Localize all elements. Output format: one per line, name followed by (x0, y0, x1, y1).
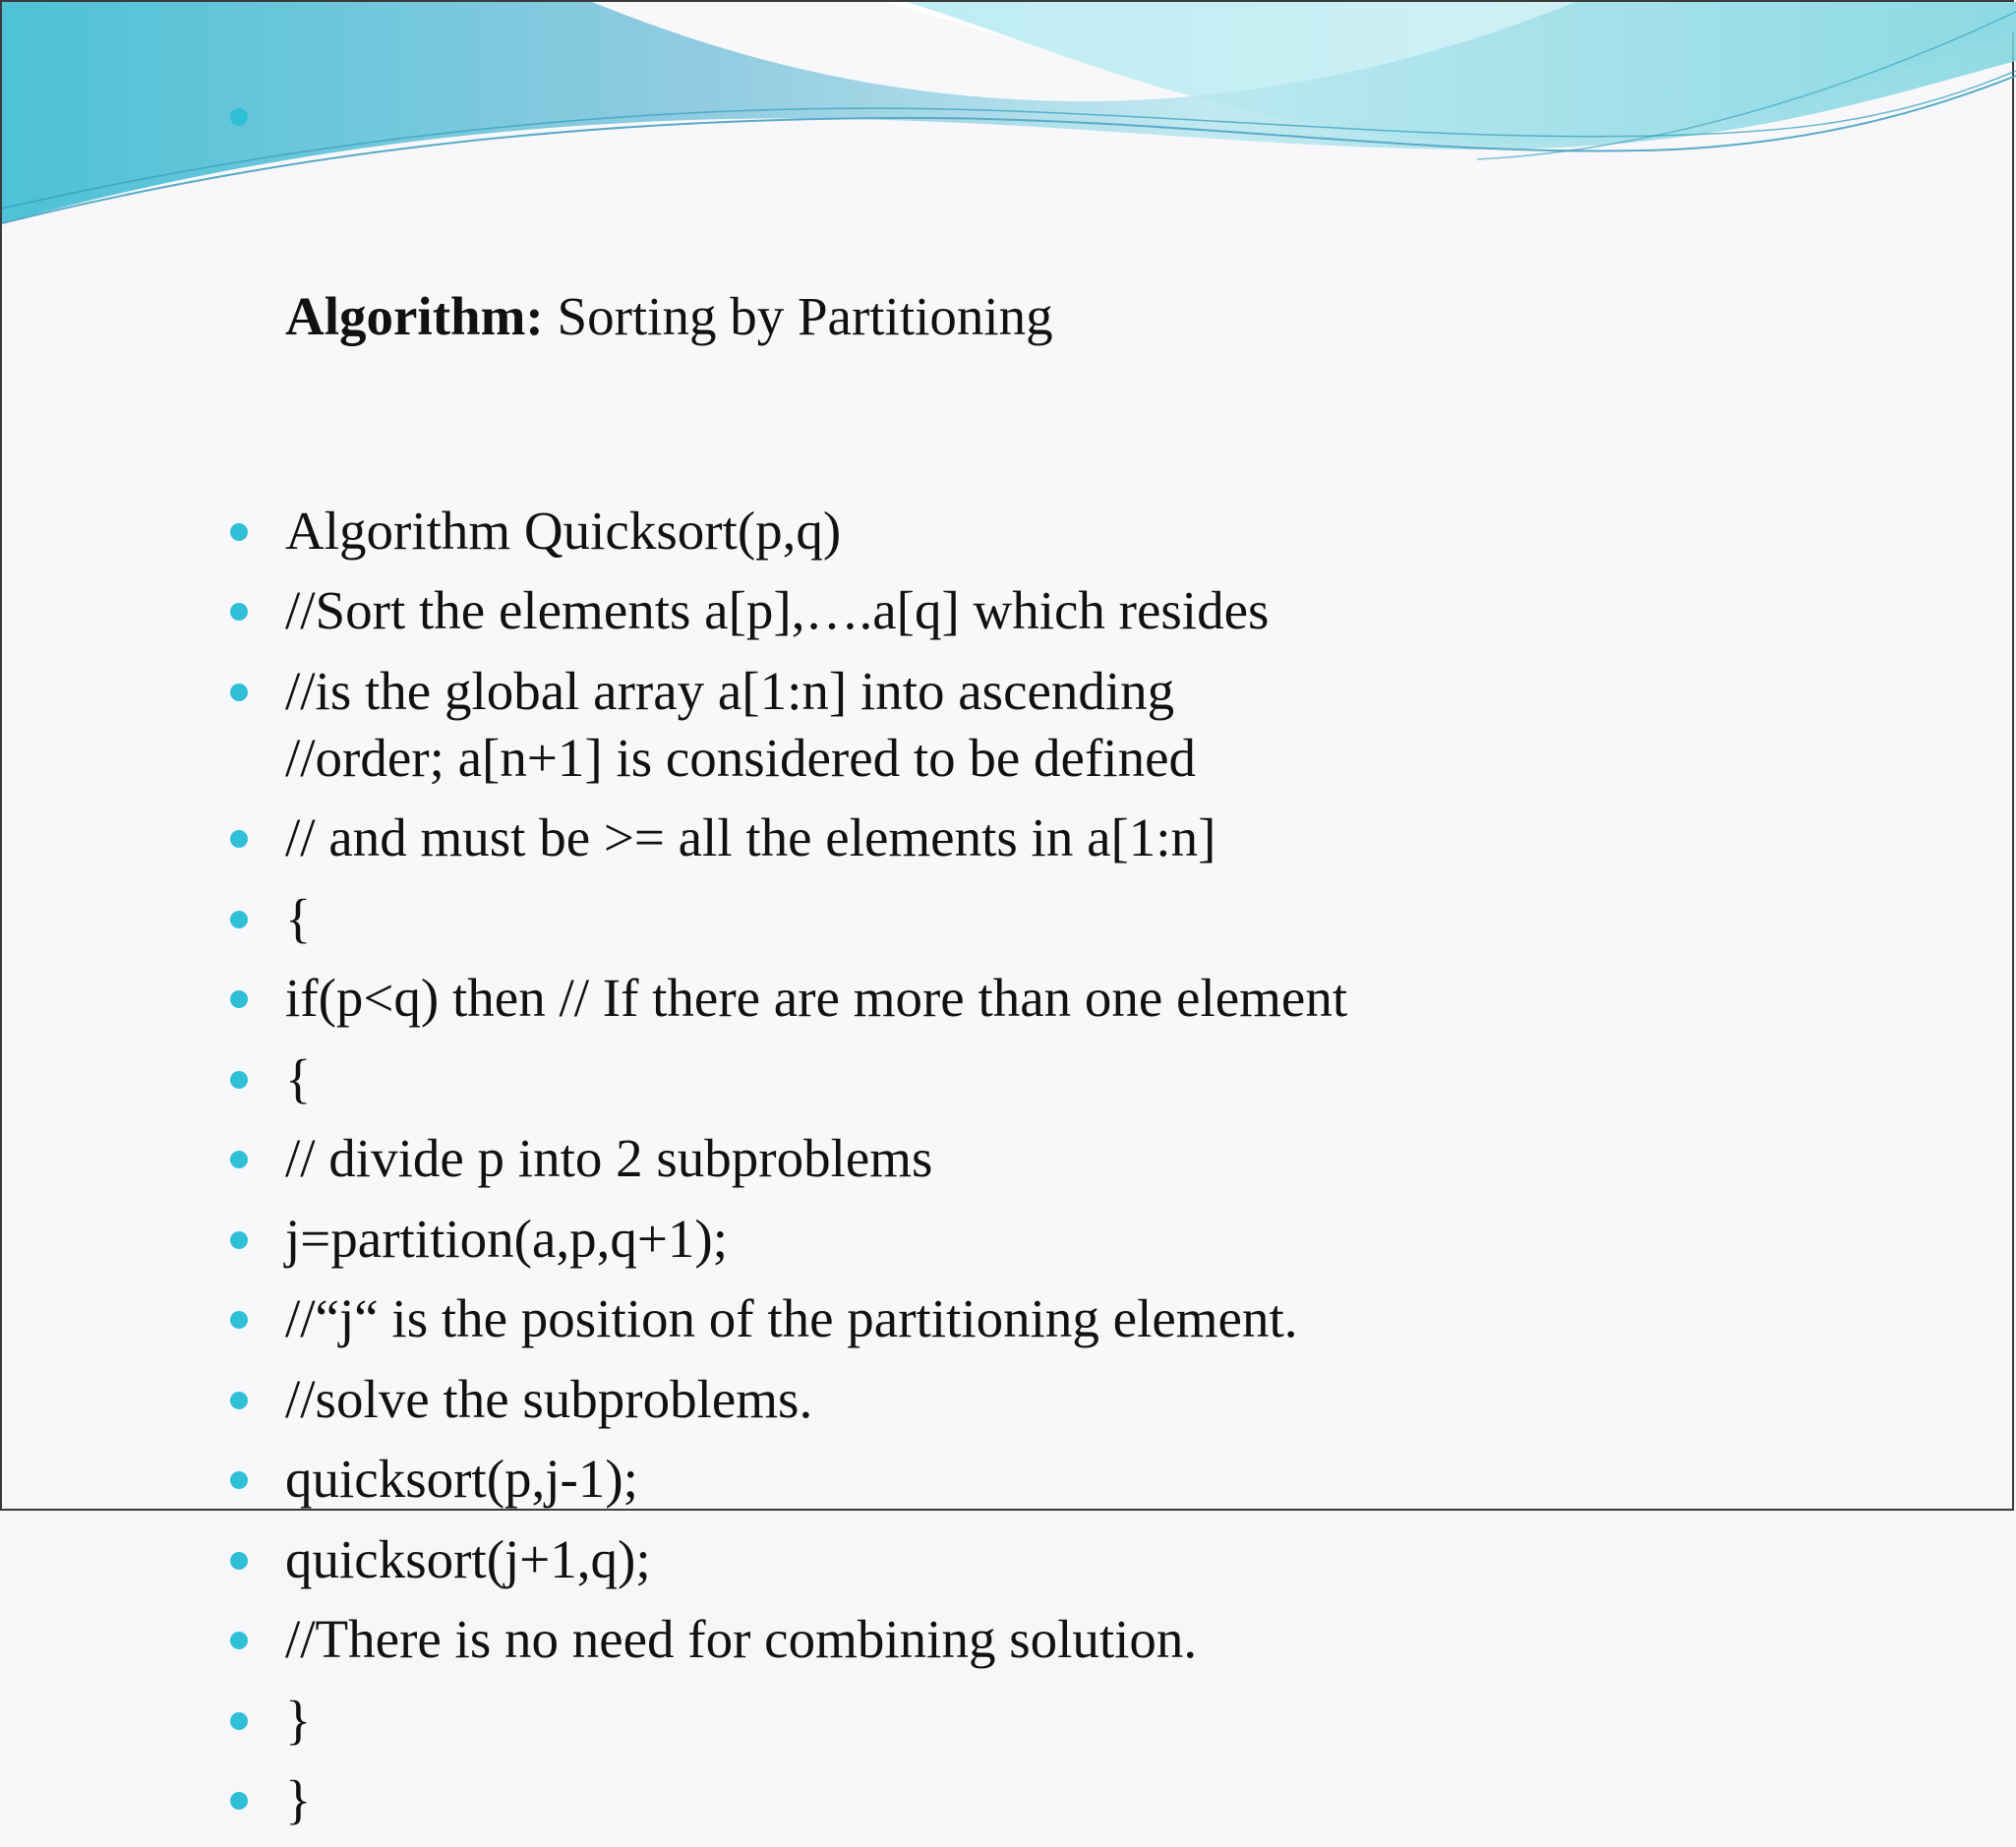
code-line (226, 658, 1898, 792)
bullet-dot-icon (230, 684, 248, 701)
bullet-dot-icon (230, 523, 248, 541)
bullet-dot-icon (230, 1071, 248, 1089)
bullet-dot-icon (230, 1392, 248, 1409)
bullet-list (226, 83, 1898, 1833)
code-text: //solve the subproblems. (285, 1368, 813, 1429)
code-line (226, 965, 1898, 1032)
bullet-dot-icon (230, 830, 248, 848)
title-rest: Sorting by Partitioning (543, 286, 1053, 346)
code-line (226, 1446, 1898, 1513)
bullet-dot-icon (230, 1632, 248, 1649)
bullet-dot-icon (230, 108, 248, 126)
code-text: } (285, 1769, 312, 1829)
code-line (226, 1366, 1898, 1433)
bullet-dot-icon (230, 1792, 248, 1810)
code-line (226, 1687, 1898, 1754)
bullet-dot-icon (230, 1712, 248, 1730)
code-text: //“j“ is the position of the partitioning element. (285, 1288, 1298, 1348)
code-text: { (285, 887, 312, 948)
bullet-dot-icon (230, 1151, 248, 1168)
code-line (226, 1606, 1898, 1673)
bullet-dot-icon (230, 1471, 248, 1489)
code-text: if(p<q) then // If there are more than one element (285, 968, 1348, 1028)
code-text: //is the global array a[1:n] into ascending (285, 660, 1175, 721)
code-line (226, 1206, 1898, 1273)
title-line (285, 283, 1898, 350)
code-line (226, 1526, 1898, 1593)
code-line (226, 577, 1898, 644)
title-bold: Algorithm: (285, 286, 544, 346)
bullet-dot-icon (230, 1311, 248, 1329)
code-text: Algorithm Quicksort(p,q) (285, 500, 842, 561)
code-line (226, 1285, 1898, 1352)
code-text: //There is no need for combining solution. (285, 1609, 1198, 1669)
code-text: //Sort the elements a[p],….a[q] which resides (285, 580, 1270, 640)
code-line (226, 885, 1898, 952)
code-text: { (285, 1047, 312, 1108)
slide-content (226, 83, 1898, 1847)
code-text: } (285, 1689, 312, 1750)
title-bullet (226, 83, 1898, 484)
code-line (226, 1766, 1898, 1833)
bullet-dot-icon (230, 603, 248, 621)
code-line (226, 1045, 1898, 1112)
code-text: // divide p into 2 subproblems (285, 1128, 933, 1188)
bullet-dot-icon (230, 1552, 248, 1570)
code-text: // and must be >= all the elements in a[1:n] (285, 807, 1216, 867)
code-line (226, 1125, 1898, 1192)
bullet-dot-icon (230, 1231, 248, 1249)
code-text: quicksort(p,j-1); (285, 1449, 638, 1509)
code-line (226, 804, 1898, 871)
code-text: quicksort(j+1,q); (285, 1528, 651, 1589)
bullet-dot-icon (230, 911, 248, 928)
code-line (226, 498, 1898, 565)
code-text: j=partition(a,p,q+1); (285, 1208, 728, 1269)
code-text-continuation: //order; a[n+1] is considered to be defined (285, 727, 1196, 788)
bullet-dot-icon (230, 990, 248, 1008)
